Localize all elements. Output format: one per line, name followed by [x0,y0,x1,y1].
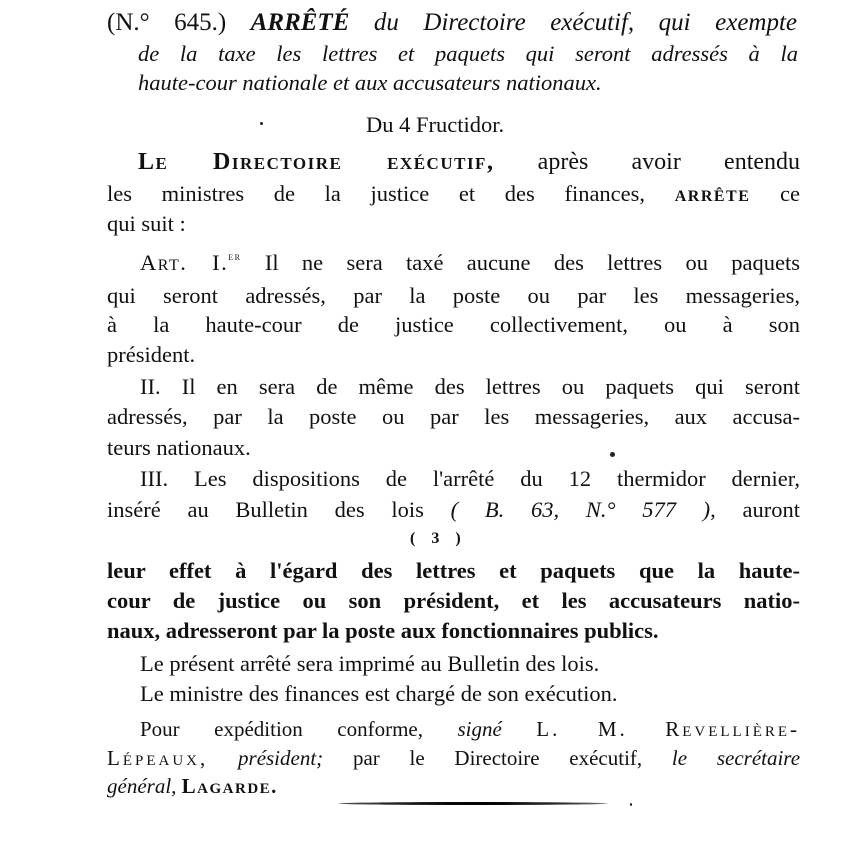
preamble-line-2 [107,183,800,206]
preamble-line-2-b: ce [780,181,801,206]
closing-rule-divider [338,802,608,805]
signature-secretaire-title: le secrétaire [671,746,801,770]
decree-date: Du 4 Fructidor. [366,112,505,137]
signature-line-1-a: Pour expédition conforme, [140,717,423,741]
bulletin-reference: ( B. 63, N.° 577 ), [450,497,716,522]
signature-secretary-name: Lagarde. [181,774,278,798]
preamble-directoire: Le Directoire exécutif, [138,149,495,175]
signature-signe: signé [457,717,502,741]
article-3-line-2-a: inséré au Bulletin des lois [107,497,424,522]
print-speck [630,803,632,806]
article-3-line-3: leur effet à l'égard des lettres et paquets que la haute- [107,558,800,583]
article-1-line-1 [140,249,800,275]
signature-line-2-b: par le Directoire exécutif, [352,746,643,770]
article-1-line-3: à la haute-cour de justice collectivement, ou à son [107,312,800,337]
signature-line-1 [140,719,800,740]
article-1-text: Il ne sera taxé aucune des lettres ou paquets [264,250,800,275]
signature-general: général, [107,774,177,798]
article-3-line-2 [107,499,800,522]
preamble-arrete: arrête [674,181,751,206]
closing-line-2: Le ministre des finances est chargé de son exécution. [140,681,618,706]
signature-president-name-part-2: Lépeaux, [107,746,209,770]
signature-line-2 [107,748,800,769]
decree-title-rest: du Directoire exécutif, qui exempte [373,9,798,36]
page-number-mark: ( 3 ) [410,530,467,547]
decree-heading-line-1 [107,10,797,35]
preamble-line-1-rest: après avoir entendu [537,149,801,175]
print-speck [260,122,263,125]
signature-president-name-part-1: L. M. Revellière- [536,717,801,741]
article-1-label: Art. I.$^{er}$ [140,249,242,275]
decree-heading-line-2: de la taxe les lettres et paquets qui seront adressés à la [138,41,798,66]
decree-number: (N.° 645.) [107,9,227,36]
preamble-line-2-a: les ministres de la justice et des finances, [107,181,646,206]
article-1-line-2: qui seront adressés, par la poste ou par les messageries, [107,283,800,308]
article-3-line-5: naux, adresseront par la poste aux fonctionnaires publics. [107,618,659,643]
preamble-line-1 [138,150,800,174]
closing-line-1: Le présent arrêté sera imprimé au Bulletin des lois. [140,651,600,676]
article-3-line-4: cour de justice ou son président, et les accusateurs natio- [107,588,800,613]
article-1-line-4: président. [107,342,196,367]
preamble-line-3: qui suit : [107,211,186,236]
decree-heading-line-3: haute-cour nationale et aux accusateurs nationaux. [138,70,602,95]
signature-line-3 [107,776,278,797]
article-2-line-2: adressés, par la poste ou par les messageries, aux accusa- [107,404,800,429]
article-3-line-2-b: auront [742,497,801,522]
article-2-line-1: II. Il en sera de même des lettres ou paquets qui seront [140,374,800,399]
signature-president-title: président; [238,746,324,770]
article-3-line-1: III. Les dispositions de l'arrêté du 12 thermidor dernier, [140,466,800,491]
decree-title-word: ARRÊTÉ [250,9,350,36]
print-speck [610,452,615,457]
article-2-line-3: teurs nationaux. [107,435,251,460]
